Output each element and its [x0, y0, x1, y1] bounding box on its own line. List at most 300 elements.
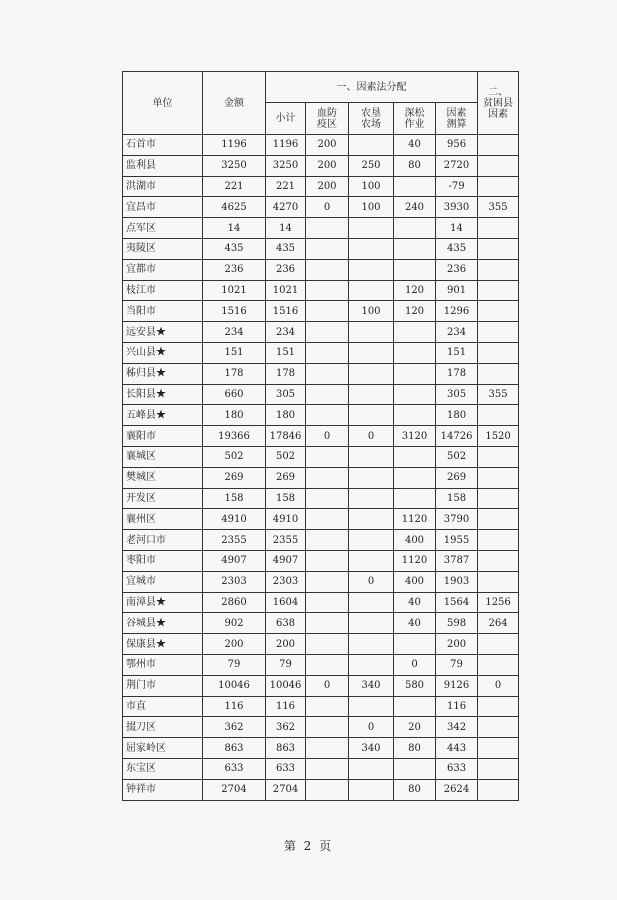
cell-farm: [349, 363, 394, 384]
cell-unit: 远安县★: [123, 322, 203, 343]
table-row: [123, 259, 519, 280]
table-row: [123, 613, 519, 634]
header-subsoil-line2: 作业: [404, 118, 425, 130]
cell-factor: 443: [436, 738, 478, 759]
cell-poor: 264: [478, 613, 519, 634]
cell-amount: 633: [203, 758, 266, 779]
cell-amount: 4907: [203, 550, 266, 571]
table-row: [123, 488, 519, 509]
cell-schisto: [306, 488, 349, 509]
cell-amount: 200: [203, 634, 266, 655]
cell-farm: [349, 322, 394, 343]
cell-subtotal: 2704: [266, 779, 306, 800]
cell-schisto: [306, 696, 349, 717]
cell-subtotal: 4910: [266, 509, 306, 530]
cell-farm: [349, 696, 394, 717]
cell-poor: [478, 280, 519, 301]
cell-factor: 236: [436, 259, 478, 280]
cell-unit: 襄州区: [123, 509, 203, 530]
header-schisto-line2: 疫区: [317, 118, 337, 130]
cell-factor: 1903: [436, 571, 478, 592]
table-row: [123, 550, 519, 571]
cell-subsoil: 80: [394, 155, 436, 176]
table-row: [123, 405, 519, 426]
cell-subsoil: 120: [394, 280, 436, 301]
cell-poor: [478, 571, 519, 592]
cell-subtotal: 1604: [266, 592, 306, 613]
table-body: [123, 135, 519, 801]
cell-schisto: 200: [306, 155, 349, 176]
header-farm-line1: 农垦: [361, 107, 381, 119]
cell-factor: 435: [436, 238, 478, 259]
table-row: [123, 363, 519, 384]
cell-amount: 2704: [203, 779, 266, 800]
cell-factor: 1296: [436, 301, 478, 322]
cell-subtotal: 863: [266, 738, 306, 759]
cell-amount: 902: [203, 613, 266, 634]
table-row: [123, 426, 519, 447]
cell-amount: 19366: [203, 426, 266, 447]
cell-subsoil: [394, 342, 436, 363]
cell-amount: 236: [203, 259, 266, 280]
cell-factor: 269: [436, 467, 478, 488]
cell-amount: 269: [203, 467, 266, 488]
cell-amount: 863: [203, 738, 266, 759]
cell-subsoil: 20: [394, 717, 436, 738]
table-row: [123, 280, 519, 301]
cell-amount: 79: [203, 654, 266, 675]
cell-amount: 435: [203, 238, 266, 259]
cell-unit: 市直: [123, 696, 203, 717]
cell-unit: 开发区: [123, 488, 203, 509]
cell-unit: 保康县★: [123, 634, 203, 655]
cell-subtotal: 2355: [266, 530, 306, 551]
cell-schisto: [306, 322, 349, 343]
cell-schisto: [306, 592, 349, 613]
cell-subsoil: [394, 634, 436, 655]
cell-poor: [478, 176, 519, 197]
header-factor-line2: 测算: [446, 118, 467, 130]
cell-schisto: [306, 363, 349, 384]
cell-schisto: [306, 384, 349, 405]
cell-subsoil: [394, 238, 436, 259]
cell-subtotal: 236: [266, 259, 306, 280]
cell-farm: [349, 779, 394, 800]
cell-unit: 樊城区: [123, 467, 203, 488]
cell-subtotal: 234: [266, 322, 306, 343]
header-factor-line1: 因素: [446, 107, 467, 119]
cell-amount: 660: [203, 384, 266, 405]
cell-amount: 3250: [203, 155, 266, 176]
cell-unit: 鄂州市: [123, 654, 203, 675]
cell-amount: 2355: [203, 530, 266, 551]
cell-poor: [478, 301, 519, 322]
cell-unit: 掇刀区: [123, 717, 203, 738]
cell-factor: 2624: [436, 779, 478, 800]
cell-poor: [478, 342, 519, 363]
cell-farm: [349, 384, 394, 405]
cell-unit: 宜城市: [123, 571, 203, 592]
table-row: [123, 696, 519, 717]
cell-schisto: [306, 758, 349, 779]
cell-schisto: [306, 550, 349, 571]
cell-subtotal: 4270: [266, 197, 306, 218]
table-row: [123, 758, 519, 779]
cell-factor: 3787: [436, 550, 478, 571]
cell-farm: 250: [349, 155, 394, 176]
cell-farm: [349, 613, 394, 634]
header-schisto-line1: 血防: [317, 107, 337, 119]
cell-farm: 0: [349, 571, 394, 592]
cell-unit: 五峰县★: [123, 405, 203, 426]
cell-unit: 南漳县★: [123, 592, 203, 613]
cell-farm: 100: [349, 197, 394, 218]
cell-schisto: [306, 301, 349, 322]
cell-unit: 兴山县★: [123, 342, 203, 363]
table-row: [123, 675, 519, 696]
cell-poor: [478, 779, 519, 800]
page-number: 第 2 页: [283, 839, 334, 853]
cell-poor: [478, 738, 519, 759]
header-poor-line3: 因素: [488, 108, 509, 120]
cell-subsoil: 80: [394, 738, 436, 759]
cell-farm: 0: [349, 426, 394, 447]
cell-farm: [349, 135, 394, 156]
cell-subsoil: [394, 467, 436, 488]
cell-factor: 178: [436, 363, 478, 384]
cell-poor: [478, 717, 519, 738]
table-row: [123, 238, 519, 259]
header-subtotal: 小计: [266, 103, 306, 135]
cell-poor: [478, 363, 519, 384]
cell-factor: 305: [436, 384, 478, 405]
cell-farm: 340: [349, 675, 394, 696]
cell-factor: 14: [436, 218, 478, 239]
table-row: [123, 738, 519, 759]
cell-poor: [478, 446, 519, 467]
table-row: [123, 467, 519, 488]
cell-unit: 夷陵区: [123, 238, 203, 259]
cell-unit: 枣阳市: [123, 550, 203, 571]
cell-factor: 342: [436, 717, 478, 738]
cell-poor: [478, 488, 519, 509]
cell-subtotal: 1196: [266, 135, 306, 156]
cell-subtotal: 79: [266, 654, 306, 675]
header-farm: [349, 103, 394, 135]
cell-subtotal: 269: [266, 467, 306, 488]
cell-subtotal: 502: [266, 446, 306, 467]
header-factor: [436, 103, 478, 135]
cell-factor: 3930: [436, 197, 478, 218]
cell-subtotal: 1021: [266, 280, 306, 301]
cell-amount: 4625: [203, 197, 266, 218]
cell-subtotal: 435: [266, 238, 306, 259]
cell-subsoil: [394, 176, 436, 197]
cell-unit: 点军区: [123, 218, 203, 239]
cell-subsoil: [394, 696, 436, 717]
header-unit: 单位: [123, 72, 203, 135]
cell-subsoil: [394, 322, 436, 343]
cell-farm: [349, 446, 394, 467]
cell-farm: 0: [349, 717, 394, 738]
cell-unit: 荆门市: [123, 675, 203, 696]
cell-factor: 956: [436, 135, 478, 156]
cell-poor: [478, 238, 519, 259]
cell-schisto: [306, 571, 349, 592]
cell-schisto: [306, 654, 349, 675]
cell-poor: 355: [478, 384, 519, 405]
table-row: [123, 322, 519, 343]
cell-factor: 633: [436, 758, 478, 779]
cell-subsoil: [394, 218, 436, 239]
cell-unit: 谷城县★: [123, 613, 203, 634]
cell-factor: 79: [436, 654, 478, 675]
cell-poor: [478, 135, 519, 156]
cell-schisto: [306, 634, 349, 655]
cell-factor: 901: [436, 280, 478, 301]
cell-amount: 158: [203, 488, 266, 509]
table-row: [123, 384, 519, 405]
table-row: [123, 654, 519, 675]
table-row: [123, 301, 519, 322]
cell-subsoil: 80: [394, 779, 436, 800]
cell-amount: 10046: [203, 675, 266, 696]
cell-schisto: [306, 738, 349, 759]
cell-farm: 100: [349, 301, 394, 322]
cell-amount: 2860: [203, 592, 266, 613]
cell-factor: 3790: [436, 509, 478, 530]
cell-unit: 钟祥市: [123, 779, 203, 800]
cell-subtotal: 178: [266, 363, 306, 384]
cell-subsoil: 40: [394, 613, 436, 634]
cell-poor: [478, 509, 519, 530]
table-row: [123, 176, 519, 197]
cell-farm: [349, 259, 394, 280]
cell-subsoil: [394, 446, 436, 467]
cell-poor: [478, 405, 519, 426]
cell-amount: 221: [203, 176, 266, 197]
cell-farm: 100: [349, 176, 394, 197]
cell-factor: 180: [436, 405, 478, 426]
cell-factor: 1955: [436, 530, 478, 551]
cell-poor: 1520: [478, 426, 519, 447]
cell-schisto: 200: [306, 135, 349, 156]
cell-subsoil: 1120: [394, 550, 436, 571]
cell-subtotal: 633: [266, 758, 306, 779]
cell-unit: 老河口市: [123, 530, 203, 551]
cell-subsoil: [394, 384, 436, 405]
cell-unit: 屈家岭区: [123, 738, 203, 759]
cell-farm: [349, 342, 394, 363]
cell-subsoil: 120: [394, 301, 436, 322]
cell-subtotal: 1516: [266, 301, 306, 322]
cell-unit: 东宝区: [123, 758, 203, 779]
table-header: [123, 72, 519, 135]
cell-amount: 180: [203, 405, 266, 426]
cell-amount: 362: [203, 717, 266, 738]
cell-farm: [349, 592, 394, 613]
cell-factor: 116: [436, 696, 478, 717]
cell-amount: 116: [203, 696, 266, 717]
cell-schisto: [306, 342, 349, 363]
cell-poor: [478, 259, 519, 280]
cell-subtotal: 116: [266, 696, 306, 717]
cell-subtotal: 2303: [266, 571, 306, 592]
cell-schisto: [306, 405, 349, 426]
cell-subtotal: 10046: [266, 675, 306, 696]
cell-farm: [349, 550, 394, 571]
allocation-table-container: [122, 71, 519, 801]
cell-schisto: [306, 259, 349, 280]
cell-subsoil: 40: [394, 135, 436, 156]
cell-schisto: 0: [306, 197, 349, 218]
header-subsoil: [394, 103, 436, 135]
table-row: [123, 446, 519, 467]
cell-unit: 秭归县★: [123, 363, 203, 384]
cell-subsoil: [394, 405, 436, 426]
cell-subsoil: [394, 259, 436, 280]
cell-factor: 1564: [436, 592, 478, 613]
cell-subsoil: [394, 363, 436, 384]
cell-subsoil: 1120: [394, 509, 436, 530]
cell-farm: [349, 280, 394, 301]
cell-poor: [478, 550, 519, 571]
cell-subsoil: 580: [394, 675, 436, 696]
table-row: [123, 592, 519, 613]
table-row: [123, 571, 519, 592]
cell-poor: [478, 467, 519, 488]
table-row: [123, 509, 519, 530]
header-subsoil-line1: 深松: [404, 107, 425, 119]
table-row: [123, 155, 519, 176]
cell-factor: 502: [436, 446, 478, 467]
cell-amount: 502: [203, 446, 266, 467]
cell-subtotal: 221: [266, 176, 306, 197]
cell-subtotal: 17846: [266, 426, 306, 447]
table-row: [123, 342, 519, 363]
cell-subsoil: [394, 758, 436, 779]
cell-amount: 1021: [203, 280, 266, 301]
cell-subsoil: 40: [394, 592, 436, 613]
cell-unit: 襄城区: [123, 446, 203, 467]
cell-unit: 石首市: [123, 135, 203, 156]
cell-amount: 178: [203, 363, 266, 384]
cell-poor: [478, 322, 519, 343]
cell-factor: 158: [436, 488, 478, 509]
cell-subtotal: 638: [266, 613, 306, 634]
cell-poor: [478, 218, 519, 239]
cell-schisto: [306, 218, 349, 239]
cell-subsoil: 0: [394, 654, 436, 675]
header-poor-county: [478, 72, 519, 135]
cell-farm: [349, 488, 394, 509]
cell-subtotal: 4907: [266, 550, 306, 571]
table-row: [123, 197, 519, 218]
cell-factor: 200: [436, 634, 478, 655]
cell-subsoil: 400: [394, 571, 436, 592]
cell-factor: 2720: [436, 155, 478, 176]
cell-schisto: [306, 717, 349, 738]
table-row: [123, 779, 519, 800]
cell-farm: [349, 238, 394, 259]
cell-factor: 598: [436, 613, 478, 634]
cell-unit: 监利县: [123, 155, 203, 176]
allocation-table: [122, 71, 519, 801]
cell-schisto: [306, 530, 349, 551]
cell-unit: 当阳市: [123, 301, 203, 322]
cell-subtotal: 3250: [266, 155, 306, 176]
cell-unit: 洪湖市: [123, 176, 203, 197]
cell-subtotal: 200: [266, 634, 306, 655]
cell-factor: -79: [436, 176, 478, 197]
cell-schisto: [306, 779, 349, 800]
cell-unit: 长阳县★: [123, 384, 203, 405]
cell-subtotal: 362: [266, 717, 306, 738]
cell-farm: [349, 634, 394, 655]
cell-poor: [478, 155, 519, 176]
cell-schisto: [306, 467, 349, 488]
table-row: [123, 530, 519, 551]
header-poor-line2: 贫困县: [483, 97, 514, 109]
cell-subtotal: 305: [266, 384, 306, 405]
cell-subsoil: 240: [394, 197, 436, 218]
cell-unit: 枝江市: [123, 280, 203, 301]
cell-subtotal: 14: [266, 218, 306, 239]
cell-factor: 14726: [436, 426, 478, 447]
cell-farm: [349, 758, 394, 779]
table-row: [123, 135, 519, 156]
cell-farm: [349, 218, 394, 239]
cell-farm: [349, 467, 394, 488]
cell-amount: 4910: [203, 509, 266, 530]
cell-schisto: 200: [306, 176, 349, 197]
header-schisto: [306, 103, 349, 135]
cell-poor: [478, 696, 519, 717]
cell-schisto: [306, 280, 349, 301]
table-row: [123, 218, 519, 239]
cell-amount: 14: [203, 218, 266, 239]
cell-unit: 襄阳市: [123, 426, 203, 447]
cell-amount: 1516: [203, 301, 266, 322]
header-factor-method: 一、因素法分配: [266, 72, 478, 103]
cell-farm: 340: [349, 738, 394, 759]
cell-schisto: [306, 446, 349, 467]
cell-poor: 355: [478, 197, 519, 218]
cell-amount: 2303: [203, 571, 266, 592]
cell-subtotal: 151: [266, 342, 306, 363]
cell-schisto: [306, 238, 349, 259]
cell-factor: 9126: [436, 675, 478, 696]
cell-factor: 234: [436, 322, 478, 343]
header-farm-line2: 农场: [361, 118, 381, 130]
header-amount: 金额: [203, 72, 266, 135]
cell-subtotal: 180: [266, 405, 306, 426]
cell-amount: 234: [203, 322, 266, 343]
cell-subsoil: 400: [394, 530, 436, 551]
cell-farm: [349, 654, 394, 675]
cell-amount: 151: [203, 342, 266, 363]
cell-poor: [478, 758, 519, 779]
cell-poor: [478, 634, 519, 655]
cell-unit: 宜都市: [123, 259, 203, 280]
cell-poor: 0: [478, 675, 519, 696]
cell-subsoil: [394, 488, 436, 509]
cell-farm: [349, 405, 394, 426]
cell-amount: 1196: [203, 135, 266, 156]
cell-schisto: [306, 509, 349, 530]
cell-subtotal: 158: [266, 488, 306, 509]
cell-farm: [349, 509, 394, 530]
